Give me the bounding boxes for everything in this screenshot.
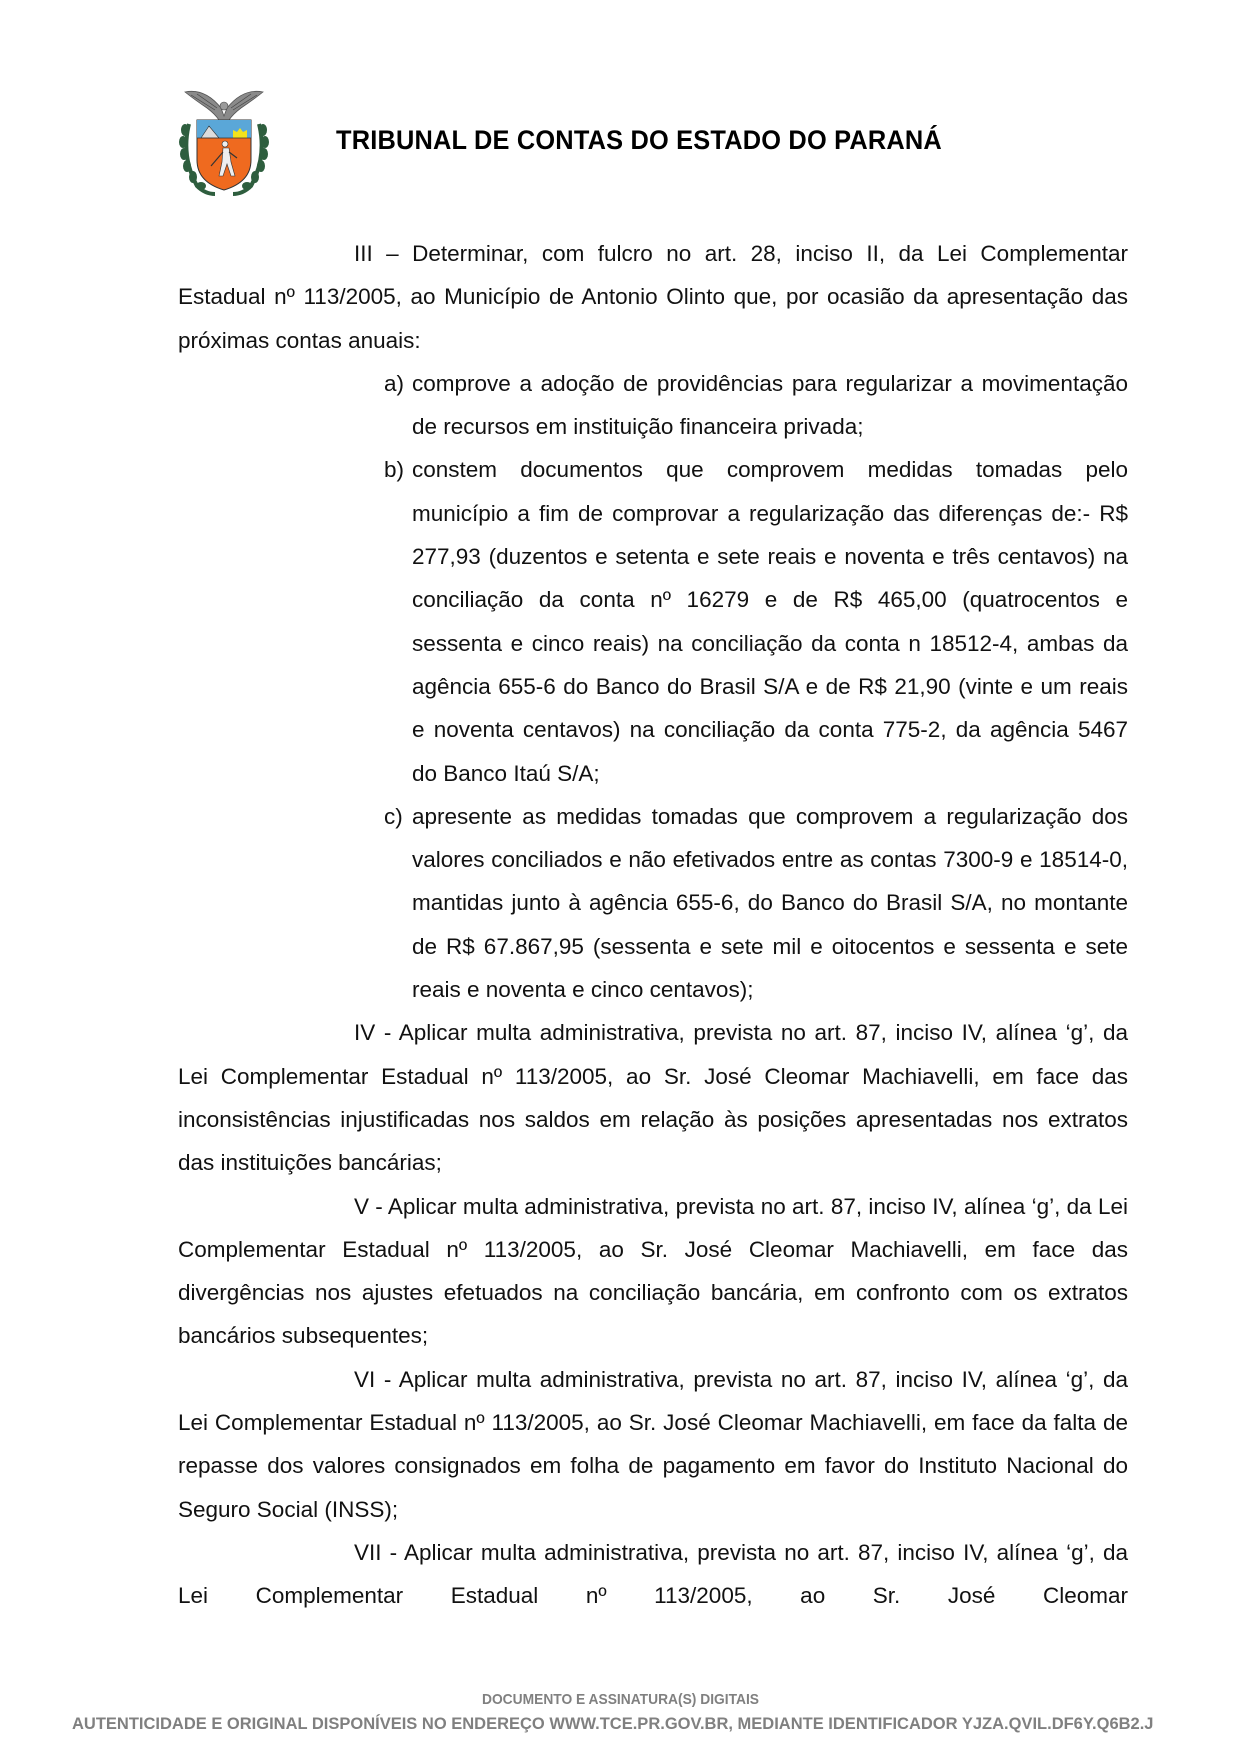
list-marker: a) bbox=[384, 370, 405, 396]
paragraph-item-v: V - Aplicar multa administrativa, prevista no art. 87, inciso IV, alínea ‘g’, da Lei Complementar Estadual nº 113/2005, ao Sr. José Cleomar Machiavelli, em face das divergências nos ajustes efetuados na conciliação bancária, em confronto com os extratos bancários subsequentes; bbox=[178, 1193, 1128, 1349]
footer-digital-signature-notice: DOCUMENTO E ASSINATURA(S) DIGITAIS bbox=[481, 1691, 760, 1708]
paragraph-item-vi: VI - Aplicar multa administrativa, prevista no art. 87, inciso IV, alínea ‘g’, da Lei Complementar Estadual nº 113/2005, ao Sr. José Cleomar Machiavelli, em face da falta de repasse dos valores consignados em folha de pagamento em favor do Instituto Nacional do Seguro Social (INSS); bbox=[178, 1366, 1128, 1522]
document-body bbox=[178, 232, 1128, 1618]
list-item bbox=[384, 795, 1128, 1011]
list-item-text: apresente as medidas tomadas que comprovem a regularização dos valores conciliados e não efetivados entre as contas 7300-9 e 18514-0, mantidas junto à agência 655-6, do Banco do Brasil S/A, no montante de R$ 67.867,95 (sessenta e sete mil e oitocentos e sessenta e sete reais e noventa e cinco centavos); bbox=[412, 803, 1128, 1003]
list-item bbox=[384, 362, 1128, 449]
list-marker: c) bbox=[384, 803, 403, 829]
paragraph-item-iii: III – Determinar, com fulcro no art. 28, inciso II, da Lei Complementar Estadual nº 113/2005, ao Município de Antonio Olinto que, por ocasião da apresentação das próximas contas anuais: bbox=[178, 241, 1128, 353]
list-marker: b) bbox=[384, 457, 405, 483]
parana-coat-of-arms-icon bbox=[175, 86, 273, 198]
paragraph-item-vii: VII - Aplicar multa administrativa, prevista no art. 87, inciso IV, alínea ‘g’, da Lei Complementar Estadual nº 113/2005, ao Sr. José Cleomar bbox=[178, 1539, 1128, 1609]
footer-authenticity-notice: AUTENTICIDADE E ORIGINAL DISPONÍVEIS NO ENDEREÇO WWW.TCE.PR.GOV.BR, MEDIANTE IDENTIFICADOR YJZA.QVIL.DF6Y.Q6B2.J bbox=[72, 1715, 1154, 1733]
paragraph-item-iv: IV - Aplicar multa administrativa, prevista no art. 87, inciso IV, alínea ‘g’, da Lei Complementar Estadual nº 113/2005, ao Sr. José Cleomar Machiavelli, em face das inconsistências injustificadas nos saldos em relação às posições apresentadas nos extratos das instituições bancárias; bbox=[178, 1020, 1128, 1176]
page-title: TRIBUNAL DE CONTAS DO ESTADO DO PARANÁ bbox=[336, 125, 942, 155]
subitem-list bbox=[384, 362, 1128, 1011]
list-item bbox=[384, 448, 1128, 794]
list-item-text: comprove a adoção de providências para regularizar a movimentação de recursos em instituição financeira privada; bbox=[412, 370, 1128, 440]
list-item-text: constem documentos que comprovem medidas tomadas pelo município a fim de comprovar a regularização das diferenças de:- R$ 277,93 (duzentos e setenta e sete reais e noventa e três centavos) na conciliação da conta nº 16279 e de R$ 465,00 (quatrocentos e sessenta e cinco reais) na conciliação da conta n 18512-4, ambas da agência 655-6 do Banco do Brasil S/A e de R$ 21,90 (vinte e um reais e noventa centavos) na conciliação da conta 775-2, da agência 5467 do Banco Itaú S/A; bbox=[412, 457, 1128, 786]
